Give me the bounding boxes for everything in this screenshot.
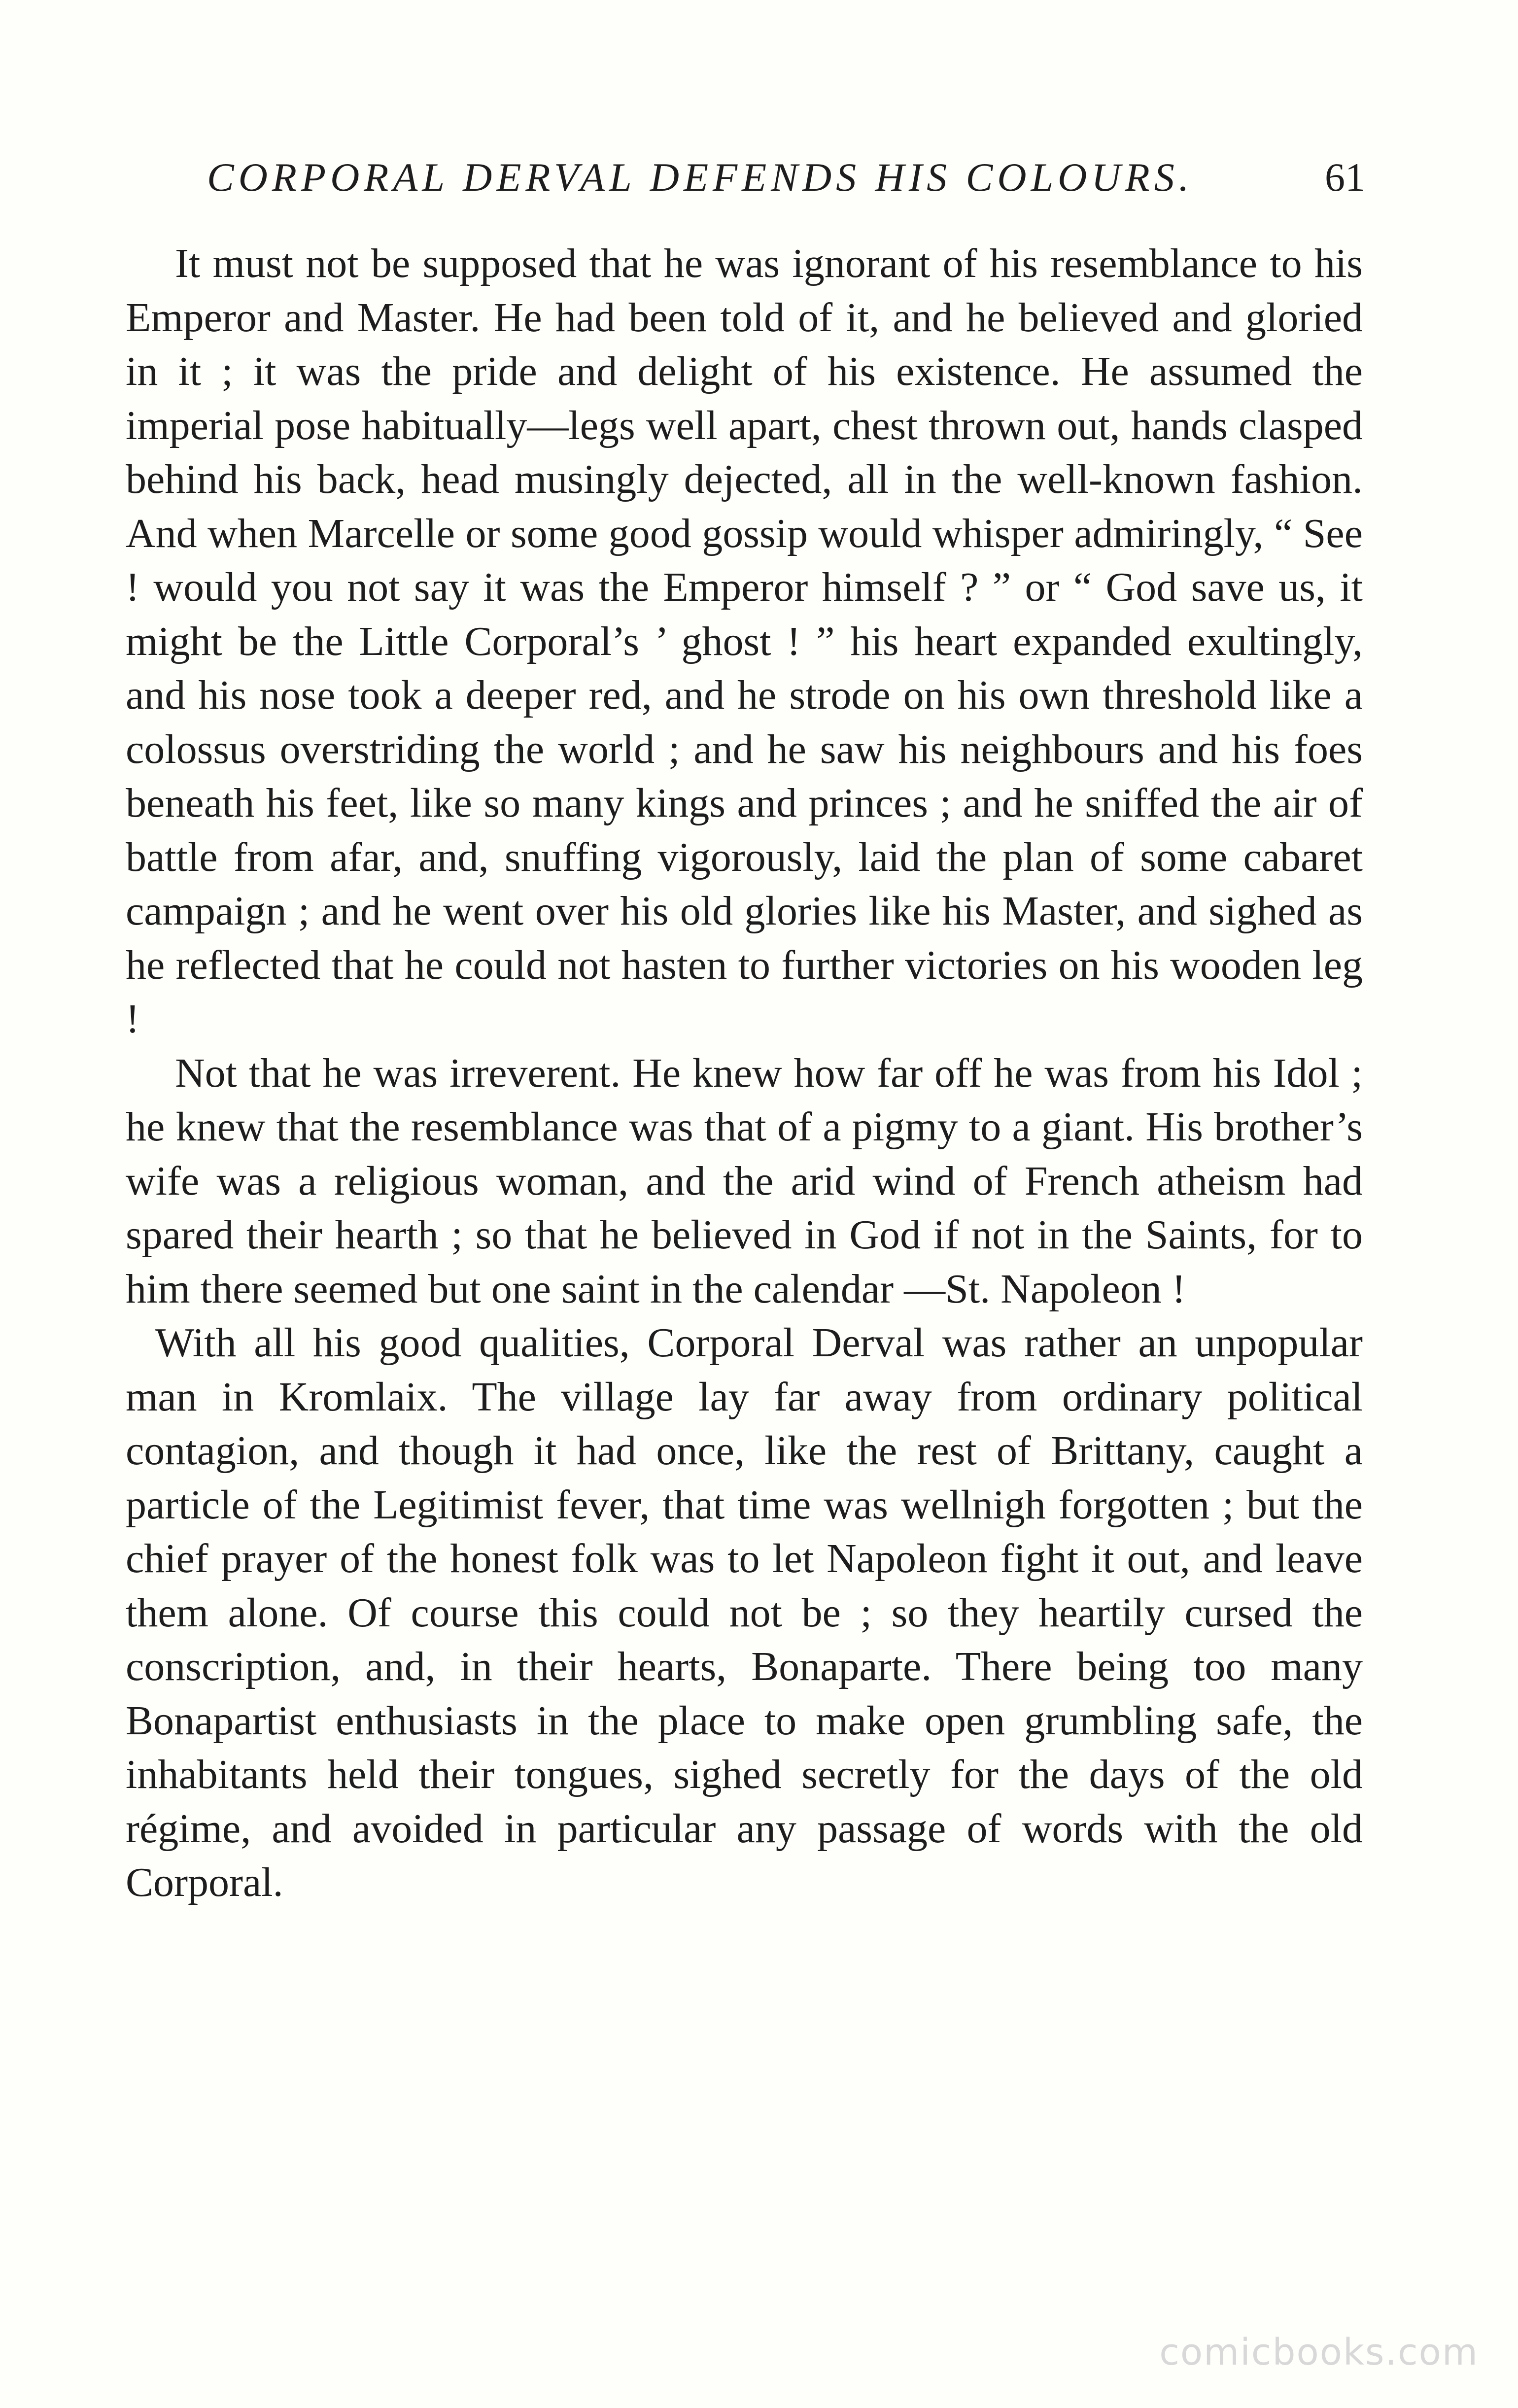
paragraph-3: With all his good qualities, Corporal Derval was rather an unpopular man in Kromlaix. The village lay far away from ordinary political contagion, and though it had once, like the rest of Brittany, caught a particle of the Legitimist fever, that time was wellnigh forgotten ; but the chief prayer of the honest folk was to let Napoleon fight it out, and leave them alone. Of course this could not be ; so they heartily cursed the conscription, and, in their hearts, Bonaparte. There being too many Bonapartist enthusiasts in the place to make open grumbling safe, the inhabitants held their tongues, sighed secretly for the days of the old régime, and avoided in particular any passage of words with the old Corporal. — [126, 1320, 1363, 1905]
watermark: comicbooks.com — [1159, 2331, 1479, 2374]
body-text — [126, 237, 1363, 1910]
running-title: CORPORAL DERVAL DEFENDS HIS COLOURS. — [207, 155, 1194, 200]
paragraph-2: Not that he was irreverent. He knew how far off he was from his Idol ; he knew that the resemblance was that of a pigmy to a giant. His brother’s wife was a religious woman, and the arid wind of French atheism had spared their hearth ; so that he believed in God if not in the Saints, for to him there seemed but one saint in the calendar —St. Napoleon ! — [126, 1050, 1363, 1312]
paragraph-1: It must not be supposed that he was ignorant of his resemblance to his Emperor and Master. He had been told of it, and he believed and gloried in it ; it was the pride and delight of his existence. He assumed the imperial pose habitually—legs well apart, chest thrown out, hands clasped behind his back, head musingly dejected, all in the well-known fashion. And when Marcelle or some good gossip would whisper admiringly, “ See ! would you not say it was the Emperor himself ? ” or “ God save us, it might be the Little Corporal’s ’ ghost ! ” his heart expanded exultingly, and his nose took a deeper red, and he strode on his own threshold like a colossus overstriding the world ; and he saw his neighbours and his foes beneath his feet, like so many kings and princes ; and he sniffed the air of battle from afar, and, snuffing vigorously, laid the plan of some cabaret campaign ; and he went over his old glories like his Master, and sighed as he reflected that he could not hasten to further victories on his wooden leg ! — [126, 241, 1363, 1042]
running-header — [207, 148, 1365, 207]
page-number: 61 — [1325, 155, 1365, 200]
